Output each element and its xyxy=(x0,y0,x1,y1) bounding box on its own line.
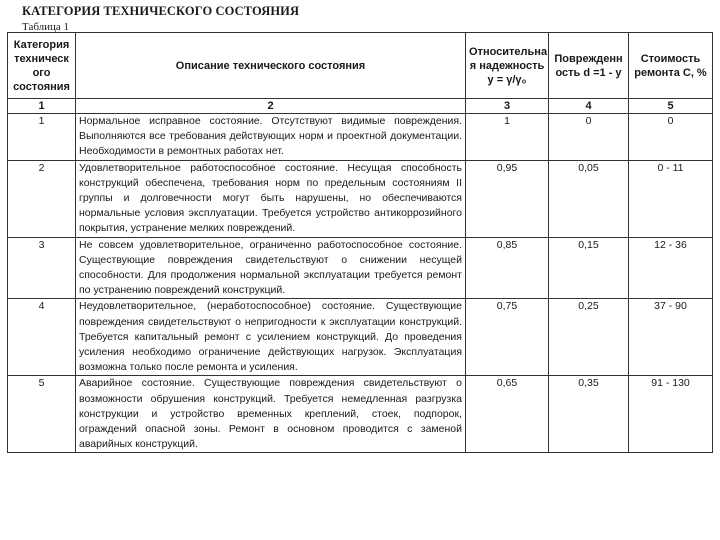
reliability-cell: 0,65 xyxy=(466,376,549,453)
damage-cell: 0,15 xyxy=(549,237,629,299)
reliability-cell: 0,75 xyxy=(466,299,549,376)
category-cell: 1 xyxy=(8,114,76,161)
cost-cell: 12 - 36 xyxy=(629,237,713,299)
category-cell: 5 xyxy=(8,376,76,453)
cost-cell: 37 - 90 xyxy=(629,299,713,376)
description-cell: Аварийное состояние. Существующие повреждения свидетельствуют о возможности обрушения конструкций. Требуется немедленная разгрузка конструкции и устройство временных креплений, стоек, подпорок, ограждений опасной зоны. Ремонт в основном проводится с заменой аварийных конструкций. xyxy=(76,376,466,453)
column-number: 5 xyxy=(629,99,713,114)
column-number: 4 xyxy=(549,99,629,114)
document-title: КАТЕГОРИЯ ТЕХНИЧЕСКОГО СОСТОЯНИЯ xyxy=(22,4,300,18)
category-cell: 3 xyxy=(8,237,76,299)
cost-cell: 0 - 11 xyxy=(629,160,713,237)
table-row xyxy=(8,160,713,237)
header-category: Категория техническ ого состояния xyxy=(8,33,76,99)
header-description: Описание технического состояния xyxy=(76,33,466,99)
cost-cell: 91 - 130 xyxy=(629,376,713,453)
technical-condition-table xyxy=(7,32,713,453)
description-cell: Нормальное исправное состояние. Отсутствуют видимые повреждения. Выполняются все требования действующих норм и проектной документации. Необходимости в ремонтных работах нет. xyxy=(76,114,466,161)
category-cell: 4 xyxy=(8,299,76,376)
header-row xyxy=(8,33,713,99)
column-number-row xyxy=(8,99,713,114)
header-reliability: Относительна я надежность у = γ/γ₀ xyxy=(466,33,549,99)
table-row xyxy=(8,114,713,161)
damage-cell: 0,05 xyxy=(549,160,629,237)
table-caption: Таблица 1 xyxy=(22,21,70,33)
table-row xyxy=(8,376,713,453)
description-cell: Удовлетворительное работоспособное состояние. Несущая способность конструкций обеспечена, требования норм по предельным состояниям II группы и долговечности могут быть нарушены, но обеспечиваются нормальные условия эксплуатации. Требуется устройство антикоррозийного покрытия, устранение мелких повреждений. xyxy=(76,160,466,237)
column-number: 2 xyxy=(76,99,466,114)
reliability-cell: 0,85 xyxy=(466,237,549,299)
description-cell: Неудовлетворительное, (неработоспособное) состояние. Существующие повреждения свидетельствуют о непригодности к эксплуатации конструкций. Требуется капитальный ремонт с усилением конструкций. До проведения усиления необходимо ограничение действующих нагрузок. Эксплуатация возможна только после ремонта и усиления. xyxy=(76,299,466,376)
category-cell: 2 xyxy=(8,160,76,237)
description-cell: Не совсем удовлетворительное, ограниченно работоспособное состояние. Существующие повреждения свидетельствуют о снижении несущей способности. Для продолжения нормальной эксплуатации требуется ремонт по устранению повреждений конструкций. xyxy=(76,237,466,299)
header-cost: Стоимость ремонта C, % xyxy=(629,33,713,99)
header-damage: Поврежденн ость d =1 - y xyxy=(549,33,629,99)
reliability-cell: 0,95 xyxy=(466,160,549,237)
column-number: 1 xyxy=(8,99,76,114)
damage-cell: 0,25 xyxy=(549,299,629,376)
table-row xyxy=(8,237,713,299)
damage-cell: 0 xyxy=(549,114,629,161)
damage-cell: 0,35 xyxy=(549,376,629,453)
cost-cell: 0 xyxy=(629,114,713,161)
table-row xyxy=(8,299,713,376)
reliability-cell: 1 xyxy=(466,114,549,161)
column-number: 3 xyxy=(466,99,549,114)
